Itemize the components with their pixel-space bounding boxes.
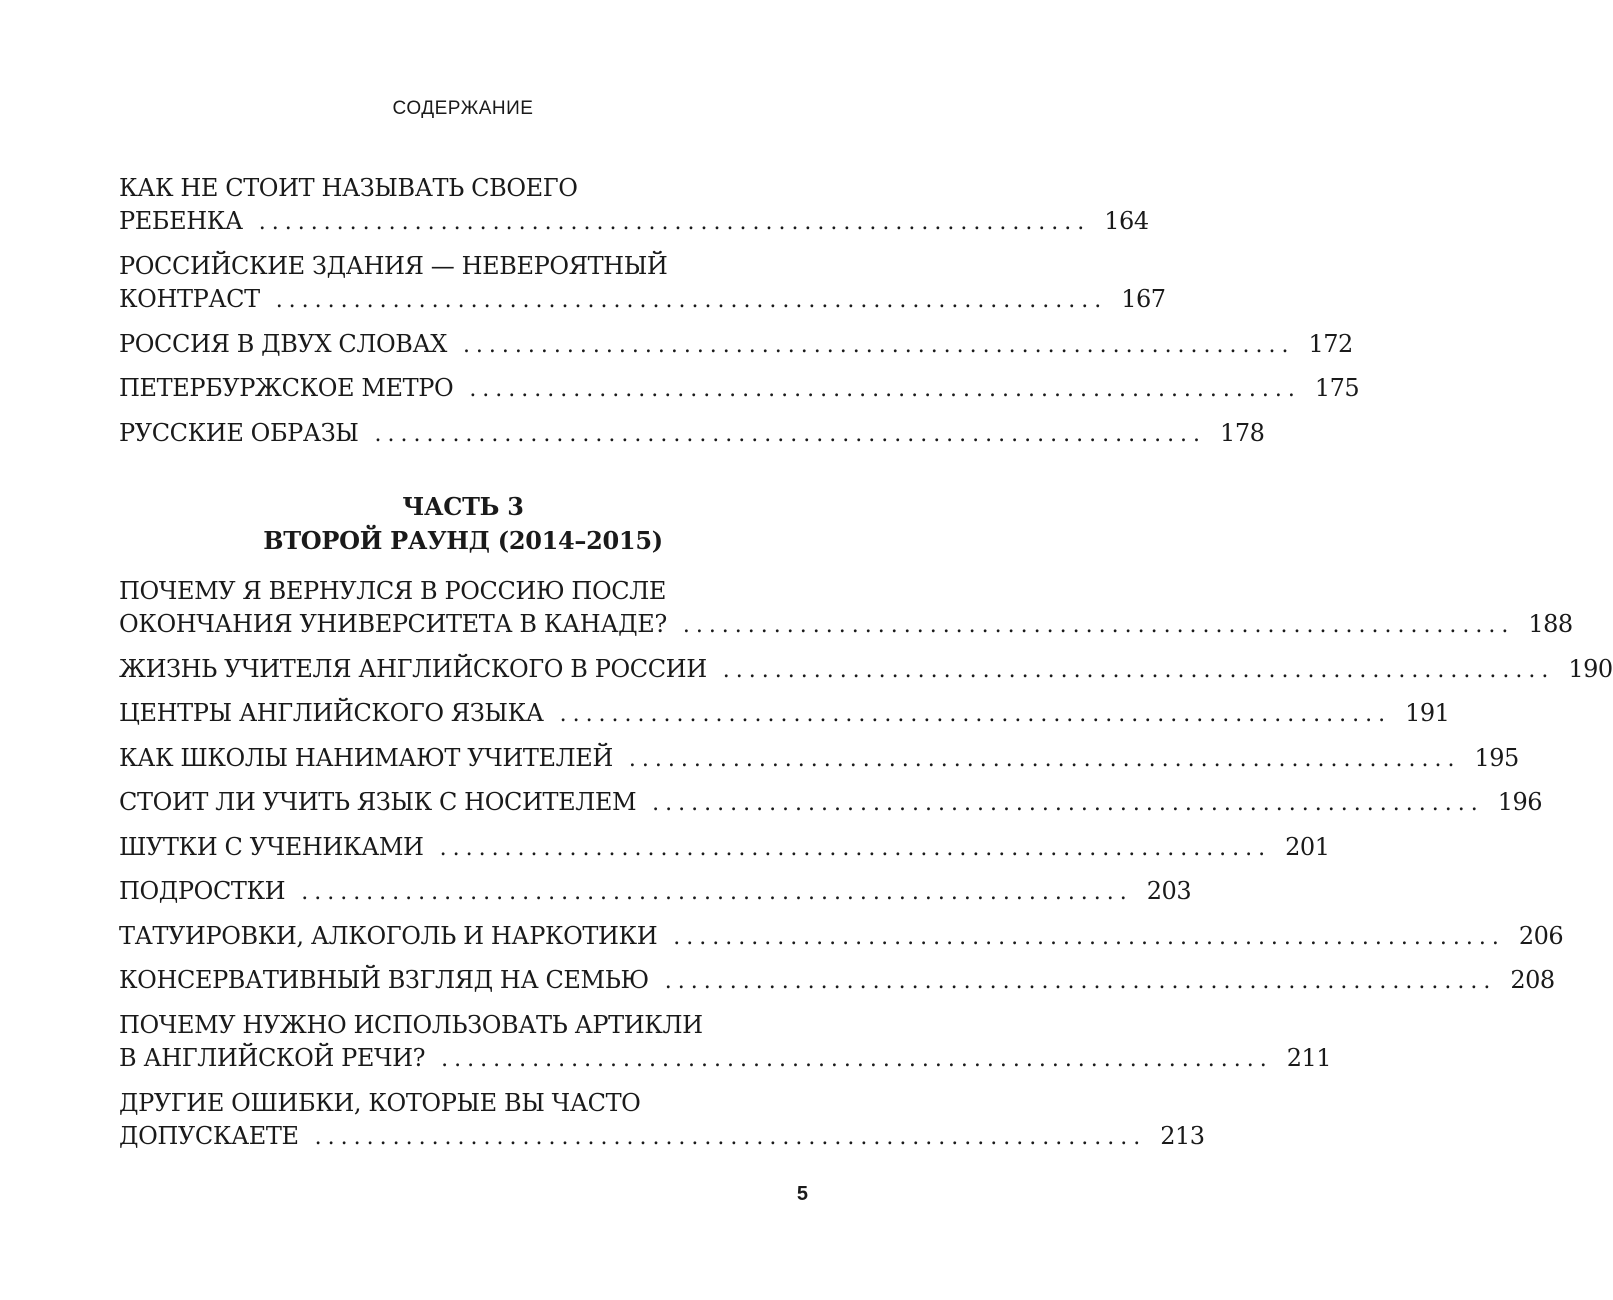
toc-entry[interactable] — [119, 250, 1166, 316]
toc-entry-page: 211 — [1286, 1044, 1332, 1072]
dot-leader: ................................................................ — [439, 836, 1272, 861]
part-label: ЧАСТЬ 3 — [402, 492, 524, 521]
toc-entry-title-line1: ДРУГИЕ ОШИБКИ, КОТОРЫЕ ВЫ ЧАСТО — [119, 1089, 641, 1117]
dot-leader: ................................................................ — [441, 1047, 1273, 1072]
dot-leader: ................................................................ — [374, 422, 1207, 447]
toc-entry[interactable] — [119, 328, 1353, 361]
dot-leader: ................................................................ — [314, 1125, 1147, 1150]
toc-entry-page: 191 — [1405, 699, 1450, 727]
toc-entry-title-line1: ПОЧЕМУ НУЖНО ИСПОЛЬЗОВАТЬ АРТИКЛИ — [119, 1011, 703, 1039]
toc-entry-page: 188 — [1528, 610, 1573, 638]
toc-entry[interactable] — [119, 920, 1564, 953]
toc-entry-title-line1: РОССИЙСКИЕ ЗДАНИЯ — НЕВЕРОЯТНЫЙ — [119, 252, 668, 280]
toc-entry-title: ЖИЗНЬ УЧИТЕЛЯ АНГЛИЙСКОГО В РОССИИ — [119, 655, 707, 683]
toc-entry[interactable] — [119, 575, 1573, 641]
toc-entry-title: ШУТКИ С УЧЕНИКАМИ — [119, 833, 424, 861]
toc-entry[interactable] — [119, 742, 1519, 775]
dot-leader: ................................................................ — [673, 925, 1505, 950]
toc-entry[interactable] — [119, 875, 1192, 908]
toc-entry[interactable] — [119, 697, 1450, 730]
toc-entry-title-line2: КОНТРАСТ — [119, 285, 260, 313]
page-number: 5 — [796, 1183, 808, 1205]
toc-entry-page: 203 — [1146, 877, 1192, 905]
toc-entry-title-line1: ПОЧЕМУ Я ВЕРНУЛСЯ В РОССИЮ ПОСЛЕ — [119, 577, 666, 605]
toc-entry-title-line1: КАК НЕ СТОИТ НАЗЫВАТЬ СВОЕГО — [119, 174, 578, 202]
toc-entry-title-line2: ОКОНЧАНИЯ УНИВЕРСИТЕТА В КАНАДЕ? — [119, 610, 667, 638]
toc-entry[interactable] — [119, 1087, 1205, 1153]
toc-entry[interactable] — [119, 831, 1330, 864]
toc-entry[interactable] — [119, 417, 1265, 450]
toc-entry-title-line2: ДОПУСКАЕТЕ — [119, 1122, 299, 1150]
dot-leader: ................................................................ — [258, 210, 1091, 235]
toc-entry-page: 196 — [1497, 788, 1542, 816]
dot-leader: ................................................................ — [469, 377, 1301, 402]
toc-entry-page: 172 — [1308, 330, 1353, 358]
toc-entry-title: ПЕТЕРБУРЖСКОЕ МЕТРО — [119, 374, 454, 402]
dot-leader: ................................................................ — [628, 747, 1461, 772]
running-head: СОДЕРЖАНИЕ — [392, 98, 534, 119]
toc-entry-title-line2: В АНГЛИЙСКОЙ РЕЧИ? — [119, 1044, 426, 1072]
toc-entry-page: 178 — [1220, 419, 1265, 447]
toc-entry[interactable] — [119, 372, 1360, 405]
toc-entry-title: ТАТУИРОВКИ, АЛКОГОЛЬ И НАРКОТИКИ — [119, 922, 658, 950]
dot-leader: ................................................................ — [652, 791, 1484, 816]
toc-entry[interactable] — [119, 1009, 1332, 1075]
toc-entry-title: СТОИТ ЛИ УЧИТЬ ЯЗЫК С НОСИТЕЛЕМ — [119, 788, 637, 816]
toc-entry-title: ПОДРОСТКИ — [119, 877, 286, 905]
toc-entry-title: РУССКИЕ ОБРАЗЫ — [119, 419, 359, 447]
toc-entry-title: КОНСЕРВАТИВНЫЙ ВЗГЛЯД НА СЕМЬЮ — [119, 966, 649, 994]
dot-leader: ................................................................ — [559, 702, 1392, 727]
toc-entry-title-line2: РЕБЕНКА — [119, 207, 243, 235]
dot-leader: ................................................................ — [462, 333, 1295, 358]
toc-entry[interactable] — [119, 172, 1149, 238]
toc-entry-title: РОССИЯ В ДВУХ СЛОВАХ — [119, 330, 447, 358]
toc-entry[interactable] — [119, 964, 1555, 997]
toc-entry-page: 206 — [1518, 922, 1564, 950]
toc-entry-page: 190 — [1568, 655, 1613, 683]
toc-entry-page: 213 — [1160, 1122, 1205, 1150]
toc-entry-page: 201 — [1285, 833, 1330, 861]
toc-entry-title: ЦЕНТРЫ АНГЛИЙСКОГО ЯЗЫКА — [119, 699, 544, 727]
toc-entry-page: 195 — [1474, 744, 1519, 772]
dot-leader: ................................................................ — [682, 613, 1515, 638]
toc-entry[interactable] — [119, 653, 1613, 686]
toc-entry-page: 167 — [1121, 285, 1166, 313]
toc-entry-title: КАК ШКОЛЫ НАНИМАЮТ УЧИТЕЛЕЙ — [119, 744, 613, 772]
dot-leader: ................................................................ — [664, 969, 1497, 994]
toc-entry-page: 175 — [1314, 374, 1360, 402]
dot-leader: ................................................................ — [275, 288, 1108, 313]
toc-entry-page: 208 — [1510, 966, 1555, 994]
toc-entry[interactable] — [119, 786, 1542, 819]
dot-leader: ................................................................ — [722, 658, 1555, 683]
part-title: ВТОРОЙ РАУНД (2014–2015) — [263, 526, 663, 555]
toc-entry-page: 164 — [1104, 207, 1149, 235]
dot-leader: ................................................................ — [301, 880, 1133, 905]
